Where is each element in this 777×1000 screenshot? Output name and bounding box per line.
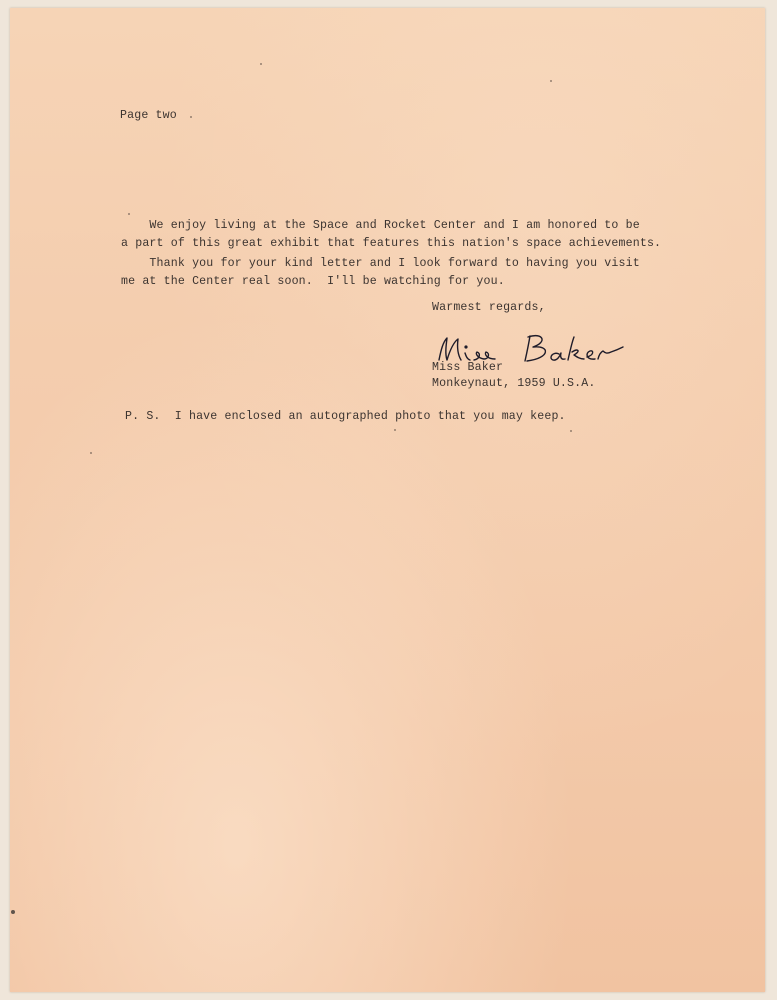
paper-speck bbox=[190, 116, 192, 118]
paragraph-1-line-2: a part of this great exhibit that features this nation's space achievements. bbox=[121, 237, 662, 250]
signer-title: Monkeynaut, 1959 U.S.A. bbox=[432, 377, 596, 390]
paper-speck bbox=[260, 63, 262, 65]
paragraph-2-line-1: Thank you for your kind letter and I look forward to having you visit bbox=[121, 257, 640, 270]
paper-speck bbox=[570, 430, 572, 432]
paragraph-1-line-1: We enjoy living at the Space and Rocket Center and I am honored to be bbox=[121, 219, 640, 232]
signer-name: Miss Baker bbox=[432, 361, 504, 374]
paragraph-2-line-2: me at the Center real soon. I'll be watching for you. bbox=[121, 275, 505, 288]
paper-speck bbox=[550, 80, 552, 82]
letter-page bbox=[10, 8, 765, 992]
paper-speck bbox=[11, 910, 15, 914]
paper-speck bbox=[128, 213, 130, 215]
paper-speck bbox=[90, 452, 92, 454]
page-label: Page two bbox=[120, 109, 177, 122]
paper-speck bbox=[394, 429, 396, 431]
closing-salutation: Warmest regards, bbox=[432, 301, 546, 314]
postscript: P. S. I have enclosed an autographed photo that you may keep. bbox=[125, 410, 566, 423]
